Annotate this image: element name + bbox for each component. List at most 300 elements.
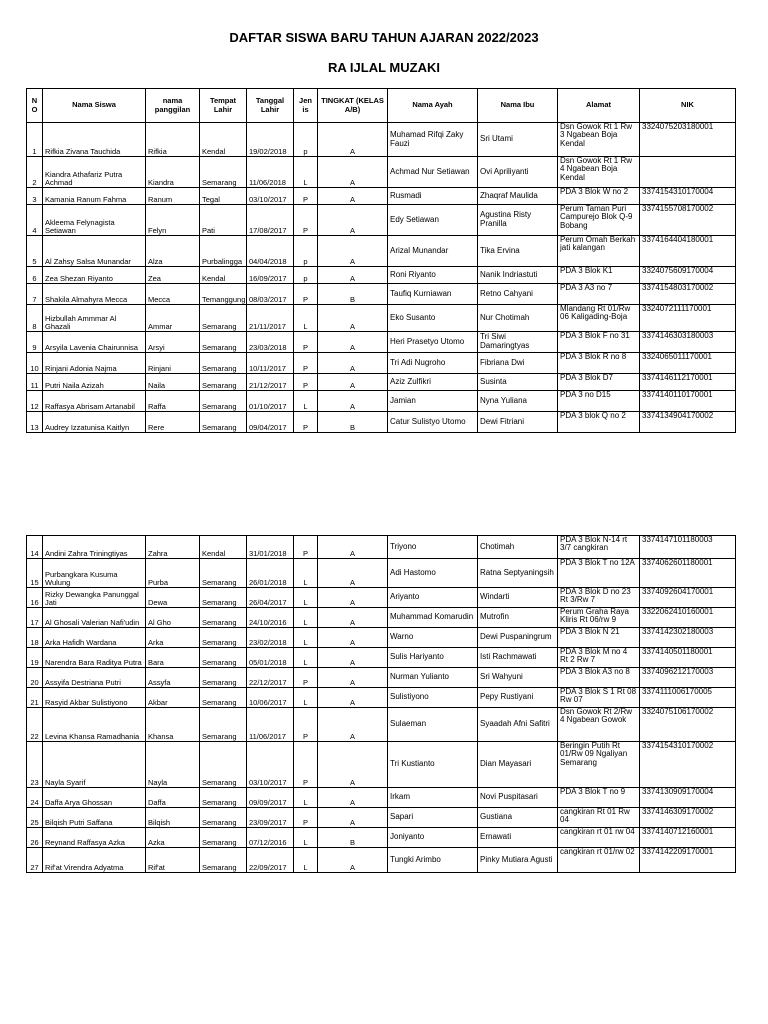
nik-number: 3374092604170001	[640, 588, 736, 608]
student-table-page-1	[26, 88, 736, 433]
mother-name: Nanik Indriastuti	[478, 267, 558, 284]
table-row	[27, 742, 736, 788]
class-level: A	[318, 374, 388, 391]
address: PDA 3 Blok K1	[558, 267, 640, 284]
address: PDA 3 Blok N 21	[558, 628, 640, 648]
table-row	[27, 708, 736, 742]
birth-date: 23/09/2017	[247, 808, 294, 828]
birth-place: Semarang	[200, 374, 247, 391]
nickname: Nayla	[146, 742, 200, 788]
gender: P	[294, 742, 318, 788]
row-number: 5	[27, 236, 43, 267]
father-name: Catur Sulistyo Utomo	[388, 412, 478, 433]
class-level: B	[318, 284, 388, 305]
birth-place: Semarang	[200, 788, 247, 808]
class-level: A	[318, 588, 388, 608]
mother-name: Chotimah	[478, 536, 558, 559]
table-row	[27, 412, 736, 433]
nik-number: 3374154310170004	[640, 188, 736, 205]
birth-date: 11/06/2017	[247, 708, 294, 742]
gender: P	[294, 353, 318, 374]
birth-place: Pati	[200, 205, 247, 236]
row-number: 10	[27, 353, 43, 374]
gender: P	[294, 808, 318, 828]
birth-place: Semarang	[200, 608, 247, 628]
table-row	[27, 808, 736, 828]
table-row	[27, 668, 736, 688]
father-name: Muhamad Rifqi Zaky Fauzi	[388, 123, 478, 157]
nik-number: 3324075106170002	[640, 708, 736, 742]
birth-date: 10/11/2017	[247, 353, 294, 374]
birth-place: Semarang	[200, 808, 247, 828]
student-name: Arsyila Lavenia Chairunnisa	[43, 332, 146, 353]
father-name: Triyono	[388, 536, 478, 559]
nik-number: 3374062601180001	[640, 559, 736, 588]
table-row	[27, 332, 736, 353]
student-name: Kiandra Athafariz Putra Achmad	[43, 157, 146, 188]
father-name: Achmad Nur Setiawan	[388, 157, 478, 188]
birth-place: Semarang	[200, 688, 247, 708]
table-row	[27, 559, 736, 588]
birth-date: 31/01/2018	[247, 536, 294, 559]
birth-date: 17/08/2017	[247, 205, 294, 236]
table-row	[27, 353, 736, 374]
class-level: A	[318, 848, 388, 873]
nickname: Zea	[146, 267, 200, 284]
gender: L	[294, 588, 318, 608]
row-number: 2	[27, 157, 43, 188]
row-number: 7	[27, 284, 43, 305]
header-alamat: Alamat	[558, 89, 640, 123]
header-nama-siswa: Nama Siswa	[43, 89, 146, 123]
address: PDA 3 Blok T no 12A	[558, 559, 640, 588]
address: PDA 3 Blok M no 4 Rt 2 Rw 7	[558, 648, 640, 668]
birth-place: Kendal	[200, 536, 247, 559]
student-name: Rinjani Adonia Najma	[43, 353, 146, 374]
nickname: Arsyi	[146, 332, 200, 353]
student-name: Audrey Izzatunisa Kaitlyn	[43, 412, 146, 433]
student-name: Raffasya Abrisam Artanabil	[43, 391, 146, 412]
address: cangkiran Rt 01 Rw 04	[558, 808, 640, 828]
nickname: Rinjani	[146, 353, 200, 374]
father-name: Rusmadi	[388, 188, 478, 205]
father-name: Arizal Munandar	[388, 236, 478, 267]
table-row	[27, 391, 736, 412]
father-name: Nurman Yulianto	[388, 668, 478, 688]
birth-date: 26/01/2018	[247, 559, 294, 588]
class-level: A	[318, 628, 388, 648]
mother-name: Dian Mayasari	[478, 742, 558, 788]
table-row	[27, 608, 736, 628]
student-name: Reynand Raffasya Azka	[43, 828, 146, 848]
birth-date: 24/10/2016	[247, 608, 294, 628]
class-level: A	[318, 648, 388, 668]
row-number: 8	[27, 305, 43, 332]
father-name: Sapari	[388, 808, 478, 828]
table-row	[27, 828, 736, 848]
gender: L	[294, 788, 318, 808]
header-tingkat: TINGKAT (KELAS A/B)	[318, 89, 388, 123]
birth-date: 22/09/2017	[247, 848, 294, 873]
address: PDA 3 Blok N-14 rt 3/7 cangkiran	[558, 536, 640, 559]
nickname: Rif'at	[146, 848, 200, 873]
header-tempat-lahir: Tempat Lahir	[200, 89, 247, 123]
gender: P	[294, 708, 318, 742]
mother-name: Tika Ervina	[478, 236, 558, 267]
nickname: Bara	[146, 648, 200, 668]
father-name: Roni Riyanto	[388, 267, 478, 284]
gender: L	[294, 608, 318, 628]
nickname: Khansa	[146, 708, 200, 742]
father-name: Warno	[388, 628, 478, 648]
table-row	[27, 267, 736, 284]
class-level: A	[318, 608, 388, 628]
student-name: Narendra Bara Raditya Putra	[43, 648, 146, 668]
nickname: Dewa	[146, 588, 200, 608]
row-number: 14	[27, 536, 43, 559]
nik-number: 3374134904170002	[640, 412, 736, 433]
nik-number: 3374146112170001	[640, 374, 736, 391]
document-title: DAFTAR SISWA BARU TAHUN AJARAN 2022/2023	[229, 30, 539, 45]
father-name: Aziz Zulfikri	[388, 374, 478, 391]
row-number: 20	[27, 668, 43, 688]
address: Dsn Gowok Rt 2/Rw 4 Ngabean Gowok	[558, 708, 640, 742]
nik-number: 3374140501180001	[640, 648, 736, 668]
birth-date: 26/04/2017	[247, 588, 294, 608]
birth-date: 08/03/2017	[247, 284, 294, 305]
father-name: Muhammad Komarudin	[388, 608, 478, 628]
father-name: Taufiq Kurniawan	[388, 284, 478, 305]
birth-date: 21/12/2017	[247, 374, 294, 391]
row-number: 27	[27, 848, 43, 873]
mother-name: Gustiana	[478, 808, 558, 828]
nik-number: 3374147101180003	[640, 536, 736, 559]
birth-date: 09/04/2017	[247, 412, 294, 433]
birth-place: Semarang	[200, 412, 247, 433]
birth-place: Kendal	[200, 123, 247, 157]
mother-name: Novi Puspitasari	[478, 788, 558, 808]
address: cangkiran rt 01 rw 04	[558, 828, 640, 848]
student-table-page-2	[26, 535, 736, 873]
address: PDA 3 Blok D7	[558, 374, 640, 391]
student-name: Kamania Ranum Fahma	[43, 188, 146, 205]
class-level: B	[318, 412, 388, 433]
row-number: 13	[27, 412, 43, 433]
class-level: A	[318, 205, 388, 236]
header-tanggal-lahir: Tanggal Lahir	[247, 89, 294, 123]
nik-number: 3374142302180003	[640, 628, 736, 648]
student-name: Assyifa Destriana Putri	[43, 668, 146, 688]
gender: P	[294, 374, 318, 391]
gender: L	[294, 157, 318, 188]
class-level: A	[318, 391, 388, 412]
gender: L	[294, 648, 318, 668]
row-number: 16	[27, 588, 43, 608]
father-name: Edy Setiawan	[388, 205, 478, 236]
mother-name: Agustina Risty Pranilla	[478, 205, 558, 236]
birth-place: Kendal	[200, 267, 247, 284]
gender: L	[294, 559, 318, 588]
row-number: 19	[27, 648, 43, 668]
row-number: 21	[27, 688, 43, 708]
father-name: Jamian	[388, 391, 478, 412]
address: PDA 3 A3 no 7	[558, 284, 640, 305]
row-number: 6	[27, 267, 43, 284]
gender: P	[294, 205, 318, 236]
header-nik: NIK	[640, 89, 736, 123]
birth-date: 03/10/2017	[247, 742, 294, 788]
birth-date: 16/09/2017	[247, 267, 294, 284]
gender: L	[294, 828, 318, 848]
nickname: Zahra	[146, 536, 200, 559]
birth-date: 07/12/2016	[247, 828, 294, 848]
birth-place: Semarang	[200, 157, 247, 188]
birth-date: 19/02/2018	[247, 123, 294, 157]
gender: P	[294, 668, 318, 688]
nickname: Mecca	[146, 284, 200, 305]
nik-number: 3374140110170001	[640, 391, 736, 412]
class-level: A	[318, 267, 388, 284]
gender: p	[294, 236, 318, 267]
gender: p	[294, 123, 318, 157]
nik-number: 3374154803170002	[640, 284, 736, 305]
nik-number: 3374096212170003	[640, 668, 736, 688]
student-name: Purbangkara Kusuma Wulung	[43, 559, 146, 588]
address: Beringin Putih Rt 01/Rw 09 Ngaliyan Semarang	[558, 742, 640, 788]
address: Mlandang Rt 01/Rw 06 Kaligading-Boja	[558, 305, 640, 332]
father-name: Sulistiyono	[388, 688, 478, 708]
nickname: Assyfa	[146, 668, 200, 688]
mother-name: Sri Utami	[478, 123, 558, 157]
birth-place: Semarang	[200, 628, 247, 648]
row-number: 17	[27, 608, 43, 628]
class-level: A	[318, 559, 388, 588]
row-number: 22	[27, 708, 43, 742]
table-row	[27, 305, 736, 332]
birth-date: 21/11/2017	[247, 305, 294, 332]
father-name: Sulis Hariyanto	[388, 648, 478, 668]
class-level: A	[318, 808, 388, 828]
student-name: Putri Naila Azizah	[43, 374, 146, 391]
table-row	[27, 648, 736, 668]
gender: L	[294, 628, 318, 648]
header-nama-ibu: Nama Ibu	[478, 89, 558, 123]
row-number: 25	[27, 808, 43, 828]
birth-place: Purbalingga	[200, 236, 247, 267]
header-nama-panggilan: nama panggilan	[146, 89, 200, 123]
mother-name: Ernawati	[478, 828, 558, 848]
gender: L	[294, 391, 318, 412]
class-level: A	[318, 742, 388, 788]
gender: P	[294, 536, 318, 559]
address: PDA 3 Blok T no 9	[558, 788, 640, 808]
address: PDA 3 Blok A3 no 8	[558, 668, 640, 688]
nickname: Rere	[146, 412, 200, 433]
gender: L	[294, 848, 318, 873]
birth-place: Semarang	[200, 742, 247, 788]
mother-name: Nyna Yuliana	[478, 391, 558, 412]
birth-place: Semarang	[200, 559, 247, 588]
mother-name: Zhaqraf Maulida	[478, 188, 558, 205]
nickname: Azka	[146, 828, 200, 848]
gender: P	[294, 188, 318, 205]
student-name: Rif'at Virendra Adyatma	[43, 848, 146, 873]
nik-number: 3374140712160001	[640, 828, 736, 848]
nik-number: 3374142209170001	[640, 848, 736, 873]
address: Perum Omah Berkah jati kalangan	[558, 236, 640, 267]
mother-name: Windarti	[478, 588, 558, 608]
birth-date: 04/04/2018	[247, 236, 294, 267]
class-level: A	[318, 688, 388, 708]
birth-place: Semarang	[200, 848, 247, 873]
birth-date: 23/02/2018	[247, 628, 294, 648]
nickname: Alza	[146, 236, 200, 267]
birth-place: Semarang	[200, 648, 247, 668]
mother-name: Ratna Septyaningsih	[478, 559, 558, 588]
birth-date: 23/03/2018	[247, 332, 294, 353]
school-name: RA IJLAL MUZAKI	[328, 60, 440, 75]
class-level: A	[318, 123, 388, 157]
father-name: Sulaeman	[388, 708, 478, 742]
nickname: Al Gho	[146, 608, 200, 628]
father-name: Tri Adi Nugroho	[388, 353, 478, 374]
table-row	[27, 157, 736, 188]
row-number: 1	[27, 123, 43, 157]
class-level: A	[318, 788, 388, 808]
birth-place: Semarang	[200, 588, 247, 608]
table-row	[27, 236, 736, 267]
class-level: A	[318, 188, 388, 205]
table-row	[27, 123, 736, 157]
nickname: Bilqish	[146, 808, 200, 828]
mother-name: Dewi Fitriani	[478, 412, 558, 433]
row-number: 11	[27, 374, 43, 391]
nickname: Ranum	[146, 188, 200, 205]
mother-name: Tri Siwi Damaringtyas	[478, 332, 558, 353]
row-number: 12	[27, 391, 43, 412]
birth-date: 03/10/2017	[247, 188, 294, 205]
address: PDA 3 Blok W no 2	[558, 188, 640, 205]
address: Dsn Gowok Rt 1 Rw 3 Ngabean Boja Kendal	[558, 123, 640, 157]
student-name: Rizky Dewangka Panunggal Jati	[43, 588, 146, 608]
mother-name: Pepy Rustiyani	[478, 688, 558, 708]
nik-number: 3374111006170005	[640, 688, 736, 708]
student-name: Akleema Felynagista Setiawan	[43, 205, 146, 236]
nickname: Akbar	[146, 688, 200, 708]
address: PDA 3 Blok D no 23 Rt 3/Rw 7	[558, 588, 640, 608]
mother-name: Syaadah Afni Safitri	[478, 708, 558, 742]
mother-name: Dewi Puspaningrum	[478, 628, 558, 648]
nickname: Kiandra	[146, 157, 200, 188]
mother-name: Pinky Mutiara Agusti	[478, 848, 558, 873]
row-number: 9	[27, 332, 43, 353]
row-number: 4	[27, 205, 43, 236]
birth-place: Semarang	[200, 332, 247, 353]
row-number: 24	[27, 788, 43, 808]
address: Dsn Gowok Rt 1 Rw 4 Ngabean Boja Kendal	[558, 157, 640, 188]
table-row	[27, 588, 736, 608]
header-jenis-kelamin: Jen is	[294, 89, 318, 123]
table-row	[27, 374, 736, 391]
gender: P	[294, 332, 318, 353]
row-number: 3	[27, 188, 43, 205]
nickname: Felyn	[146, 205, 200, 236]
student-name: Nayla Syarif	[43, 742, 146, 788]
nik-number: 3324075609170004	[640, 267, 736, 284]
mother-name: Ovi Apriliyanti	[478, 157, 558, 188]
class-level: B	[318, 828, 388, 848]
class-level: A	[318, 668, 388, 688]
class-level: A	[318, 332, 388, 353]
birth-place: Semarang	[200, 708, 247, 742]
birth-date: 01/10/2017	[247, 391, 294, 412]
nickname: Arka	[146, 628, 200, 648]
address: Perum Taman Puri Campurejo Blok Q-9 Bobang	[558, 205, 640, 236]
gender: L	[294, 305, 318, 332]
birth-date: 05/01/2018	[247, 648, 294, 668]
address: PDA 3 Blok R no 8	[558, 353, 640, 374]
nik-number: 3374130909170004	[640, 788, 736, 808]
table-header-row	[27, 89, 736, 123]
nickname: Naila	[146, 374, 200, 391]
table-row	[27, 284, 736, 305]
father-name: Joniyanto	[388, 828, 478, 848]
birth-place: Semarang	[200, 828, 247, 848]
student-name: Shakila Almahyra Mecca	[43, 284, 146, 305]
mother-name: Isti Rachmawati	[478, 648, 558, 668]
class-level: A	[318, 305, 388, 332]
father-name: Adi Hastomo	[388, 559, 478, 588]
address: PDA 3 no D15	[558, 391, 640, 412]
birth-place: Temanggung	[200, 284, 247, 305]
address: PDA 3 blok Q no 2	[558, 412, 640, 433]
nik-number: 3374146303180003	[640, 332, 736, 353]
class-level: A	[318, 353, 388, 374]
nickname: Purba	[146, 559, 200, 588]
student-name: Arka Hafidh Wardana	[43, 628, 146, 648]
table-row	[27, 788, 736, 808]
row-number: 26	[27, 828, 43, 848]
student-name: Daffa Arya Ghossan	[43, 788, 146, 808]
student-name: Andini Zahra Triningtiyas	[43, 536, 146, 559]
nik-number: 3374155708170002	[640, 205, 736, 236]
row-number: 23	[27, 742, 43, 788]
table-row	[27, 848, 736, 873]
gender: P	[294, 412, 318, 433]
nickname: Daffa	[146, 788, 200, 808]
nik-number: 3374164404180001	[640, 236, 736, 267]
nik-number: 3322062410160001	[640, 608, 736, 628]
nik-number: 3374154310170002	[640, 742, 736, 788]
gender: L	[294, 688, 318, 708]
header-nama-ayah: Nama Ayah	[388, 89, 478, 123]
row-number: 15	[27, 559, 43, 588]
mother-name: Susinta	[478, 374, 558, 391]
birth-date: 22/12/2017	[247, 668, 294, 688]
birth-place: Semarang	[200, 668, 247, 688]
nickname: Raffa	[146, 391, 200, 412]
nik-number: 3324072111170001	[640, 305, 736, 332]
gender: P	[294, 284, 318, 305]
nik-number: 3324065011170001	[640, 353, 736, 374]
student-name: Bilqish Putri Saffana	[43, 808, 146, 828]
father-name: Tungki Arimbo	[388, 848, 478, 873]
birth-date: 10/06/2017	[247, 688, 294, 708]
father-name: Heri Prasetyo Utomo	[388, 332, 478, 353]
class-level: A	[318, 536, 388, 559]
student-name: Zea Shezan Riyanto	[43, 267, 146, 284]
student-name: Hizbullah Ammmar Al Ghazali	[43, 305, 146, 332]
